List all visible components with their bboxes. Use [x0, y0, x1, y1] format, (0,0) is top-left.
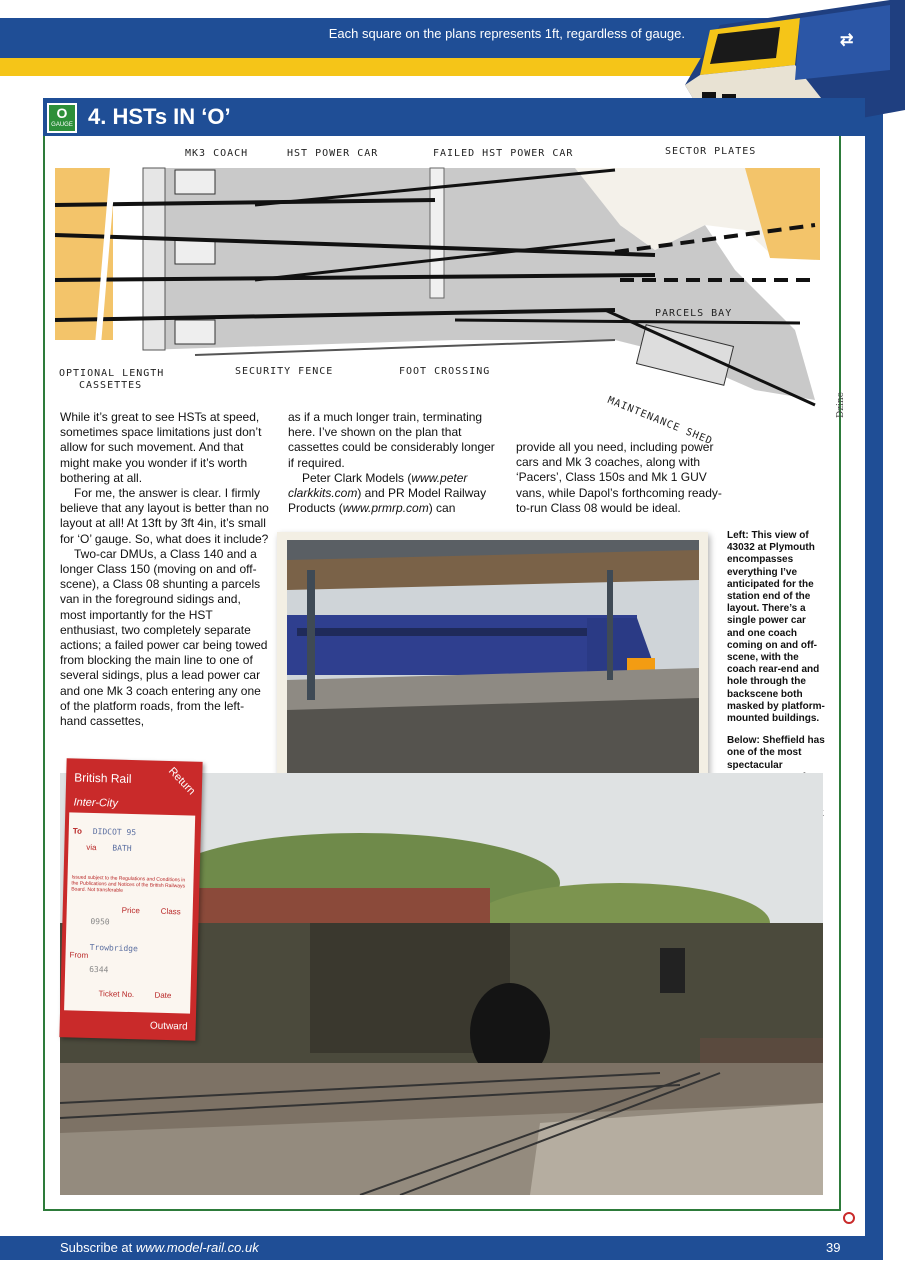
page-edge-bar — [865, 58, 883, 1258]
link-peter-clark[interactable]: www.peter clarkkits.com — [288, 470, 468, 501]
svg-text:⇄: ⇄ — [840, 32, 854, 49]
paragraph: Two-car DMUs, a Class 140 and a longer Class 150 (moving on and off-scene), a Class 08 shunting a parcels van in the foreground sidings and, most importantly for the HST enthusiast, two completely separate actions; a failed power car being towed from blocking the main line to one of several sidings, plus a lead power car and one Mk 3 coach entering any one of the platform roads, from the left-hand cassettes, — [60, 546, 268, 729]
ticket-to-value: DIDCOT 95 — [92, 826, 137, 838]
ticket-class-label: Class — [160, 906, 181, 917]
ticket-number-value: 6344 — [89, 964, 109, 975]
ticket-date-label: Date — [154, 990, 172, 1001]
artist-signature: Dzine — [835, 392, 846, 418]
ticket-conditions: Issued subject to the Regulations and Conditions in the Publications and Notices of the British Railways Board. Not transferable — [71, 874, 186, 894]
label-security-fence: SECURITY FENCE — [235, 366, 334, 377]
paragraph: as if a much longer train, terminating here. I’ve shown on the plan that cassettes could be considerably longer if required. — [288, 410, 495, 470]
ticket-via-label: via — [86, 842, 97, 853]
paragraph-suppliers — [288, 471, 498, 517]
o-gauge-badge — [47, 103, 77, 133]
ticket-outward: Outward — [149, 1020, 188, 1033]
label-parcels-bay: PARCELS BAY — [655, 308, 733, 319]
label-optional-length: OPTIONAL LENGTH — [59, 368, 165, 379]
page-number: 39 — [826, 1240, 841, 1255]
ticket-from-label: From — [69, 950, 89, 960]
label-sector-plates: SECTOR PLATES — [665, 146, 757, 157]
subscribe-link[interactable]: www.model-rail.co.uk — [135, 1240, 259, 1255]
subscribe-text: Subscribe at — [60, 1240, 136, 1255]
ticket-brand: British Rail — [73, 770, 132, 786]
label-failed-hst: FAILED HST POWER CAR — [433, 148, 574, 159]
paragraph: While it’s great to see HSTs at speed, sometimes space limitations just don’t allow for such movement. And that might make you wonder if it’s worth bothering at all. — [60, 410, 262, 485]
end-mark-icon — [843, 1212, 855, 1224]
ticket-number-label: Ticket No. — [98, 989, 135, 1000]
link-prmrp[interactable]: www.prmrp.com — [342, 501, 429, 516]
section-title: 4. HSTs IN ‘O’ — [88, 104, 231, 129]
ticket-from-value: Trowbridge — [89, 942, 139, 954]
label-foot-crossing: FOOT CROSSING — [399, 366, 491, 377]
plymouth-hst-photo — [287, 540, 699, 776]
subscribe-line — [60, 1240, 259, 1255]
badge-letter: O — [56, 105, 68, 121]
article-column-3 — [516, 440, 732, 516]
plan-scale-note: Each square on the plans represents 1ft, regardless of gauge. — [328, 26, 685, 41]
ticket-via-value: BATH — [112, 843, 132, 853]
ticket-to-label: To — [72, 826, 83, 836]
label-mk3-coach: MK3 COACH — [185, 148, 249, 159]
text: ) and PR Model Railway Products ( — [288, 486, 487, 516]
ticket-intercity: Inter-City — [73, 796, 119, 810]
article-column-1 — [60, 410, 270, 729]
caption-below: Below: Sheffield has one of the most spectacular — [727, 735, 825, 771]
label-cassettes: CASSETTES — [79, 380, 143, 391]
paragraph: provide all you need, including power cars and Mk 3 coaches, along with ‘Pacers’, Class 150s and Mk 1 GUV vans, while Dapol’s forthcoming ready-to-run Class 08 would be ideal. — [516, 440, 722, 515]
british-rail-ticket — [59, 758, 202, 1040]
label-hst-power-car: HST POWER CAR — [287, 148, 379, 159]
badge-sub: GAUGE — [51, 122, 73, 128]
ticket-price-label: Price — [121, 905, 141, 916]
track-plan-drawing — [55, 140, 835, 440]
ticket-return: Return — [165, 765, 198, 798]
paragraph: For me, the answer is clear. I firmly believe that any layout is better than no layout at all! At 13ft by 3ft 4in, it’s small for ‘O’ gauge. So, what does it include? — [60, 486, 269, 546]
article-column-2 — [288, 410, 498, 516]
label-maintenance-shed: MAINTENANCE SHED — [605, 395, 715, 448]
text: Peter Clark Models ( — [302, 470, 412, 485]
caption-left: Left: This view of 43032 at Plymouth encompasses everything I’ve anticipated for the station end of the layout. There’s a single power car and one coach coming on and off-scene, with the coach rear-end and hole through the backscene both masked by platform-mounted buildings. — [727, 530, 825, 725]
text: ) can — [428, 501, 456, 516]
ticket-price-value: 0950 — [90, 916, 110, 927]
ticket-body — [64, 812, 195, 1013]
